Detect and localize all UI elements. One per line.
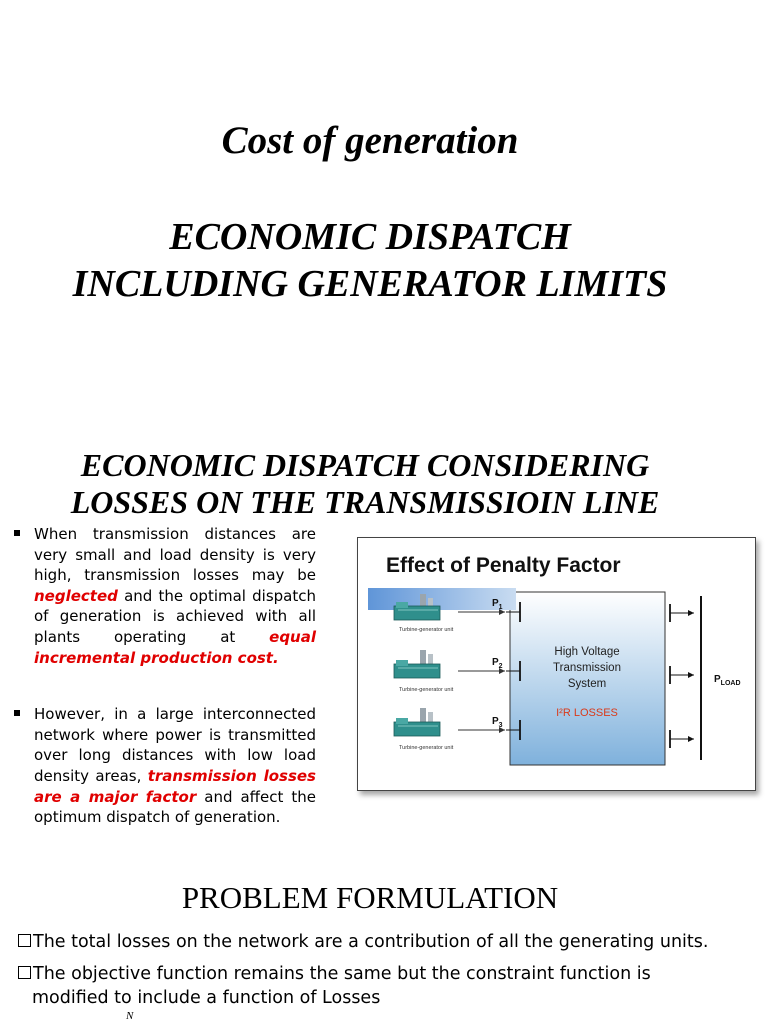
p2-label: $P_2$: [492, 657, 503, 670]
title-line: LOSSES ON THE TRANSMISSIOIN LINE: [70, 484, 660, 520]
bullet-square-icon: [14, 710, 20, 716]
penalty-factor-figure: [357, 537, 756, 791]
highlight-text: neglected: [34, 586, 118, 605]
checkbox-bullet-icon: [18, 934, 31, 947]
bullet-item: [14, 524, 316, 668]
bullet-item: [14, 704, 316, 828]
figure-title: Effect of Penalty Factor: [386, 554, 621, 577]
load-connections: [670, 604, 694, 748]
bullet-square-icon: [14, 530, 20, 536]
turbine-generator-unit: [394, 708, 440, 736]
turbine-generator-unit: [394, 650, 440, 678]
problem-formulation-heading: PROBLEM FORMULATION: [181, 880, 559, 915]
bullet-text: However, in a large interconnected network where power is transmitted over long distances with low load density areas,: [34, 705, 316, 785]
p3-label: $P_3$: [492, 716, 503, 729]
problem-line: [18, 931, 758, 953]
problem-text: The total losses on the network are a contribution of all the generating units.: [33, 932, 709, 952]
unit-label: Turbine-generator unit: [399, 745, 454, 751]
penalty-factor-diagram: [358, 538, 755, 790]
highlight-text: transmission losses are a major factor: [34, 766, 316, 806]
losses-label: I²R LOSSES: [556, 707, 618, 719]
slide-title-cost: Cost of generation: [221, 119, 519, 162]
bullet-text: and the optimal dispatch of generation is achieved with all plants operating at: [34, 586, 316, 646]
p1-label: $P_1$: [492, 598, 503, 611]
bullet-list: [14, 524, 316, 828]
system-label: Transmission: [553, 662, 621, 674]
pload-label: $P_{LOAD}$: [714, 674, 741, 687]
bullet-text: and affect the optimum dispatch of generation.: [34, 787, 316, 827]
title-line: ECONOMIC DISPATCH CONSIDERING: [80, 447, 650, 483]
unit-label: Turbine-generator unit: [399, 627, 454, 633]
problem-line: [18, 963, 758, 985]
problem-line: modified to include a function of Losses: [32, 988, 381, 1008]
title-line: ECONOMIC DISPATCH: [169, 216, 571, 258]
sum-index-n: N: [126, 1010, 134, 1022]
slide-title-losses: [0, 447, 730, 521]
bullet-text: When transmission distances are very small and load density is very high, transmission losses may be: [34, 525, 316, 585]
slide-title-economic-dispatch: [0, 214, 740, 308]
highlight-text: equal incremental production cost.: [34, 627, 316, 667]
system-label: High Voltage: [554, 646, 620, 658]
problem-text: The objective function remains the same but the constraint function is: [33, 964, 651, 984]
title-line: INCLUDING GENERATOR LIMITS: [72, 263, 668, 305]
unit-label: Turbine-generator unit: [399, 687, 454, 693]
checkbox-bullet-icon: [18, 966, 31, 979]
system-label: System: [567, 678, 607, 690]
